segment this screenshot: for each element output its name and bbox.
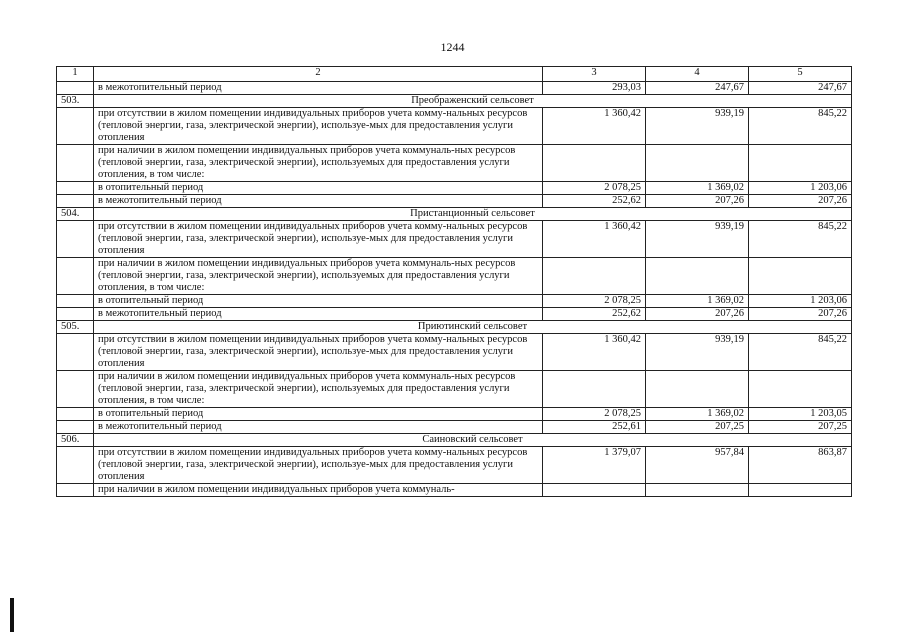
- value-col-3: 252,62: [543, 195, 646, 208]
- table-row: [57, 258, 852, 295]
- row-number-cell: [57, 484, 94, 497]
- row-number-cell: [57, 421, 94, 434]
- row-label: при отсутствии в жилом помещении индивидуальных приборов учета комму-нальных ресурсов (тепловой энергии, газа, электрической энергии), используе-мых для предоставления услуги отопления: [94, 334, 543, 371]
- row-number-cell: [57, 258, 94, 295]
- value-col-4: [646, 484, 749, 497]
- value-col-4: 207,25: [646, 421, 749, 434]
- row-label: в отопительный период: [94, 295, 543, 308]
- table-row: [57, 408, 852, 421]
- table-row: [57, 308, 852, 321]
- value-col-3: 1 360,42: [543, 334, 646, 371]
- value-col-4: 939,19: [646, 108, 749, 145]
- row-number-cell: [57, 82, 94, 95]
- value-col-5: [749, 145, 852, 182]
- table-row: [57, 334, 852, 371]
- value-col-3: 1 360,42: [543, 221, 646, 258]
- section-title: Преображенский сельсовет: [94, 95, 852, 108]
- row-number-cell: [57, 408, 94, 421]
- value-col-4: [646, 258, 749, 295]
- table-row: [57, 182, 852, 195]
- row-label: при наличии в жилом помещении индивидуальных приборов учета коммуналь-: [94, 484, 543, 497]
- row-number-cell: [57, 108, 94, 145]
- table-row: [57, 82, 852, 95]
- value-col-5: 1 203,06: [749, 295, 852, 308]
- value-col-3: 2 078,25: [543, 408, 646, 421]
- section-number: 505.: [57, 321, 94, 334]
- table-row: [57, 447, 852, 484]
- row-label: в межотопительный период: [94, 82, 543, 95]
- value-col-3: 252,62: [543, 308, 646, 321]
- value-col-3: 2 078,25: [543, 295, 646, 308]
- table-row: [57, 371, 852, 408]
- value-col-5: 207,26: [749, 195, 852, 208]
- value-col-4: 1 369,02: [646, 408, 749, 421]
- value-col-5: [749, 258, 852, 295]
- section-title: Пристанционный сельсовет: [94, 208, 852, 221]
- column-header-3: 3: [543, 67, 646, 82]
- table-row: [57, 145, 852, 182]
- column-header-2: 2: [94, 67, 543, 82]
- value-col-4: 247,67: [646, 82, 749, 95]
- row-label: при отсутствии в жилом помещении индивидуальных приборов учета комму-нальных ресурсов (тепловой энергии, газа, электрической энергии), используе-мых для предоставления услуги отопления: [94, 447, 543, 484]
- value-col-3: [543, 145, 646, 182]
- table-row: [57, 195, 852, 208]
- value-col-4: 207,26: [646, 195, 749, 208]
- scan-edge-mark: [10, 598, 14, 632]
- row-label: при отсутствии в жилом помещении индивидуальных приборов учета комму-нальных ресурсов (тепловой энергии, газа, электрической энергии), используе-мых для предоставления услуги отопления: [94, 221, 543, 258]
- row-label: при наличии в жилом помещении индивидуальных приборов учета коммуналь-ных ресурсов (тепловой энергии, газа, электрической энергии), используемых для предоставления услуги отопления, в том числе:: [94, 258, 543, 295]
- value-col-3: 293,03: [543, 82, 646, 95]
- value-col-4: 1 369,02: [646, 295, 749, 308]
- value-col-4: 939,19: [646, 334, 749, 371]
- data-table: [56, 66, 852, 497]
- value-col-3: 252,61: [543, 421, 646, 434]
- row-label: в отопительный период: [94, 182, 543, 195]
- table-row: [57, 108, 852, 145]
- table-row: [57, 295, 852, 308]
- section-title: Приютинский сельсовет: [94, 321, 852, 334]
- value-col-5: 1 203,05: [749, 408, 852, 421]
- table-header-row: [57, 67, 852, 82]
- value-col-4: 1 369,02: [646, 182, 749, 195]
- value-col-3: [543, 258, 646, 295]
- section-row: [57, 434, 852, 447]
- row-label: при отсутствии в жилом помещении индивидуальных приборов учета комму-нальных ресурсов (тепловой энергии, газа, электрической энергии), используе-мых для предоставления услуги отопления: [94, 108, 543, 145]
- row-label: в межотопительный период: [94, 195, 543, 208]
- value-col-5: [749, 371, 852, 408]
- value-col-5: [749, 484, 852, 497]
- table-body: [57, 67, 852, 497]
- row-number-cell: [57, 371, 94, 408]
- section-number: 504.: [57, 208, 94, 221]
- value-col-3: 2 078,25: [543, 182, 646, 195]
- value-col-4: 957,84: [646, 447, 749, 484]
- value-col-4: [646, 371, 749, 408]
- value-col-5: 1 203,06: [749, 182, 852, 195]
- value-col-5: 845,22: [749, 108, 852, 145]
- value-col-5: 207,25: [749, 421, 852, 434]
- row-number-cell: [57, 447, 94, 484]
- page-number: 1244: [440, 40, 465, 54]
- table-row: [57, 421, 852, 434]
- row-number-cell: [57, 145, 94, 182]
- value-col-3: 1 360,42: [543, 108, 646, 145]
- value-col-3: [543, 484, 646, 497]
- value-col-4: 207,26: [646, 308, 749, 321]
- row-number-cell: [57, 221, 94, 258]
- value-col-5: 845,22: [749, 334, 852, 371]
- row-label: при наличии в жилом помещении индивидуальных приборов учета коммуналь-ных ресурсов (тепловой энергии, газа, электрической энергии), используемых для предоставления услуги отопления, в том числе:: [94, 145, 543, 182]
- value-col-5: 845,22: [749, 221, 852, 258]
- section-row: [57, 208, 852, 221]
- column-header-4: 4: [646, 67, 749, 82]
- value-col-5: 247,67: [749, 82, 852, 95]
- value-col-3: [543, 371, 646, 408]
- row-number-cell: [57, 195, 94, 208]
- section-row: [57, 321, 852, 334]
- value-col-4: [646, 145, 749, 182]
- value-col-5: 863,87: [749, 447, 852, 484]
- section-title: Саиновский сельсовет: [94, 434, 852, 447]
- row-number-cell: [57, 295, 94, 308]
- row-number-cell: [57, 308, 94, 321]
- row-label: в отопительный период: [94, 408, 543, 421]
- row-label: при наличии в жилом помещении индивидуальных приборов учета коммуналь-ных ресурсов (тепловой энергии, газа, электрической энергии), используемых для предоставления услуги отопления, в том числе:: [94, 371, 543, 408]
- value-col-3: 1 379,07: [543, 447, 646, 484]
- section-number: 503.: [57, 95, 94, 108]
- row-number-cell: [57, 182, 94, 195]
- column-header-1: 1: [57, 67, 94, 82]
- column-header-5: 5: [749, 67, 852, 82]
- row-label: в межотопительный период: [94, 421, 543, 434]
- section-number: 506.: [57, 434, 94, 447]
- value-col-4: 939,19: [646, 221, 749, 258]
- table-row: [57, 221, 852, 258]
- row-label: в межотопительный период: [94, 308, 543, 321]
- table-row: [57, 484, 852, 497]
- value-col-5: 207,26: [749, 308, 852, 321]
- section-row: [57, 95, 852, 108]
- row-number-cell: [57, 334, 94, 371]
